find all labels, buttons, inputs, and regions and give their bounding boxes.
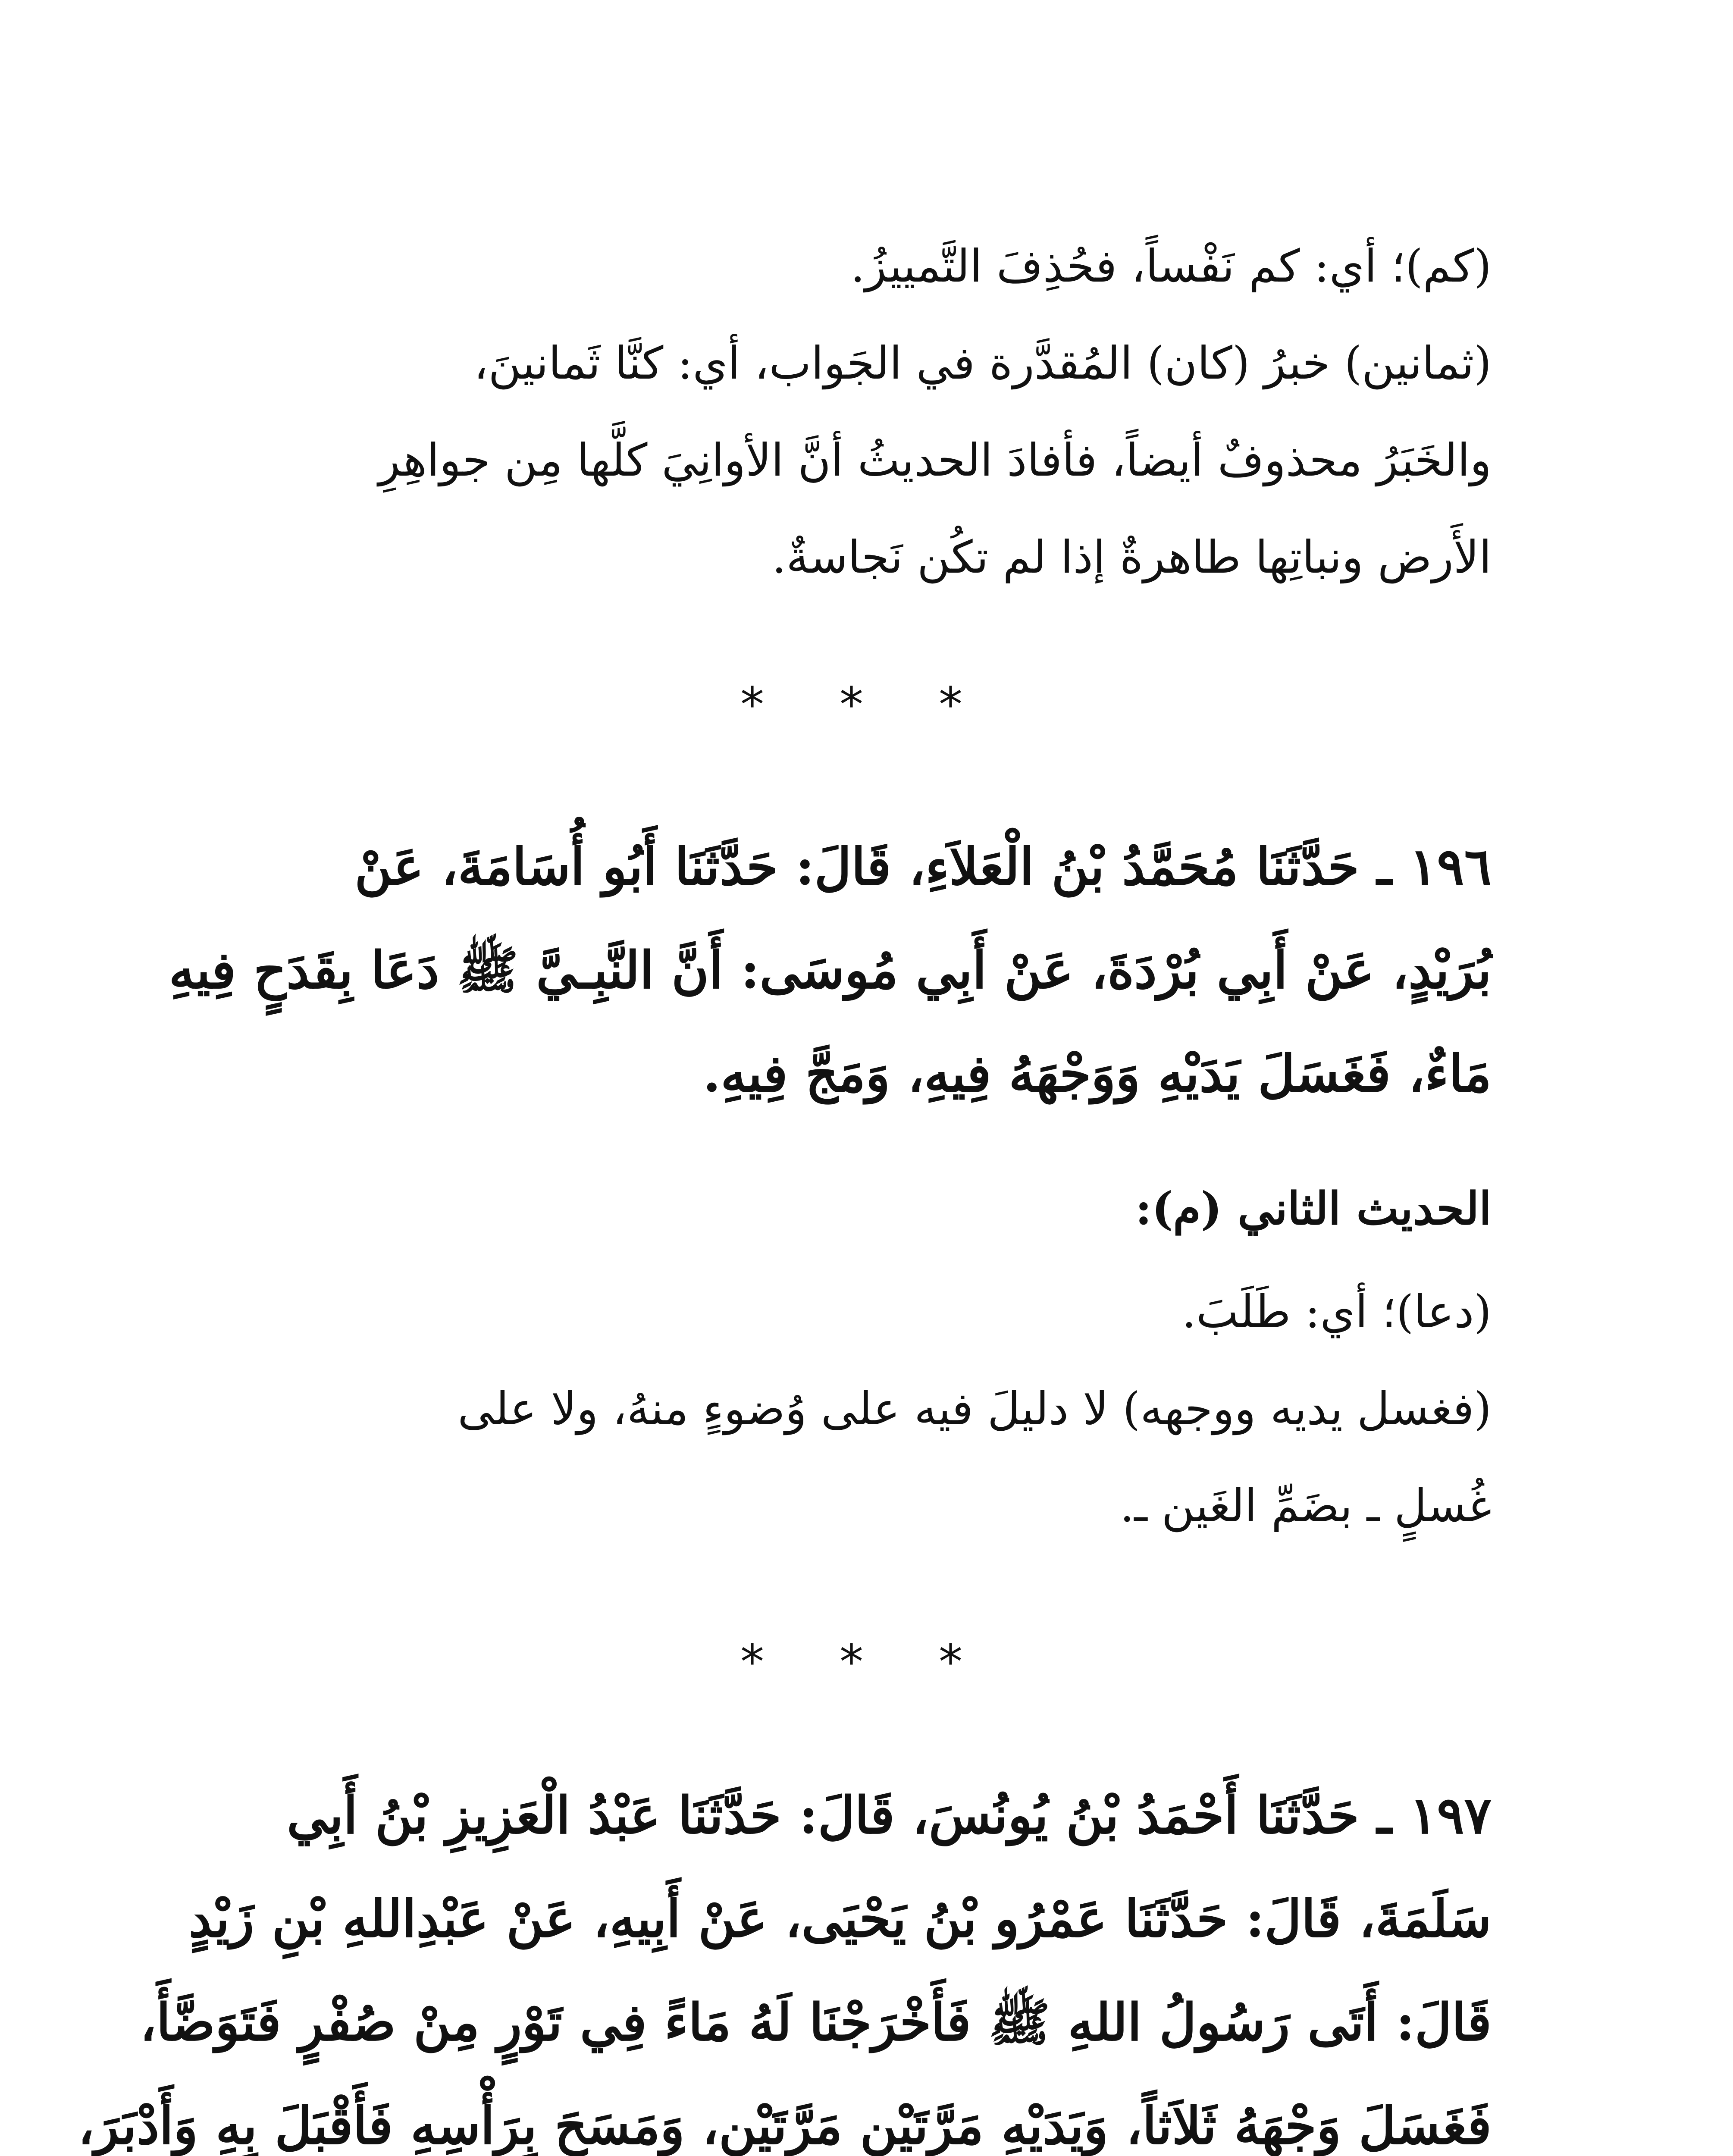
- commentary-line: (دعا)؛ أي: طَلَبَ.: [1181, 1285, 1492, 1338]
- section-separator: * * *: [740, 677, 993, 732]
- hadith-196: [169, 815, 1492, 1125]
- commentary-line: (فغسل يديه ووجهه) لا دليلَ فيه على وُضوءٍ منهُ، ولا على: [458, 1382, 1492, 1435]
- hadith-line: ١٩٧ ـ حَدَّثَنَا أَحْمَدُ بْنُ يُونُسَ، قَالَ: حَدَّثَنَا عَبْدُ الْعَزِيزِ بْنُ أَبِي: [287, 1785, 1492, 1845]
- heading-text: الحديث الثاني (م):: [1135, 1182, 1492, 1235]
- commentary-line: الأَرض ونباتِها طاهرةٌ إذا لم تكُن نَجاسةٌ.: [772, 531, 1492, 583]
- commentary-line: والخَبَرُ محذوفٌ أيضاً، فأفادَ الحديثُ أنَّ الأوانِيَ كلَّها مِن جواهِرِ: [378, 434, 1492, 486]
- hadith-197: [78, 1764, 1492, 2156]
- hadith-line: فَغَسَلَ وَجْهَهُ ثَلاَثاً، وَيَدَيْهِ مَرَّتَيْنِ مَرَّتَيْنِ، وَمَسَحَ بِرَأْسِهِ فَأَقْبَلَ بِهِ وَأَدْبَرَ،: [78, 2096, 1492, 2156]
- commentary-block-2: [233, 1263, 1492, 1554]
- hadith-line: قَالَ: أَتَى رَسُولُ اللهِ ﷺ فَأَخْرَجْنَا لَهُ مَاءً فِي تَوْرٍ مِنْ صُفْرٍ فَتَوَضَّأَ،: [140, 1992, 1492, 2052]
- section-heading: [233, 1160, 1492, 1257]
- hadith-line: بُرَيْدٍ، عَنْ أَبِي بُرْدَةَ، عَنْ أَبِي مُوسَى: أَنَّ النَّبِـيَّ ﷺ دَعَا بِقَدَحٍ فِيهِ: [169, 940, 1492, 1000]
- hadith-line: سَلَمَةَ، قَالَ: حَدَّثَنَا عَمْرُو بْنُ يَحْيَى، عَنْ أَبِيهِ، عَنْ عَبْدِاللهِ بْنِ زَيْدٍ: [188, 1889, 1492, 1949]
- hadith-line: مَاءٌ، فَغَسَلَ يَدَيْهِ وَوَجْهَهُ فِيهِ، وَمَجَّ فِيهِ.: [703, 1044, 1492, 1103]
- commentary-block-1: [233, 218, 1492, 606]
- commentary-line: غُسلٍ ـ بضَمِّ الغَين ـ.: [1120, 1479, 1492, 1532]
- section-separator: * * *: [740, 1634, 993, 1689]
- commentary-line: (كم)؛ أي: كم نَفْساً، فحُذِفَ التَّمييزُ.: [850, 240, 1492, 292]
- hadith-line: ١٩٦ ـ حَدَّثَنَا مُحَمَّدُ بْنُ الْعَلاَءِ، قَالَ: حَدَّثَنَا أَبُو أُسَامَةَ، عَنْ: [354, 837, 1492, 896]
- commentary-line: (ثمانين) خبرُ (كان) المُقدَّرة في الجَواب، أي: كنَّا ثَمانينَ،: [473, 337, 1492, 389]
